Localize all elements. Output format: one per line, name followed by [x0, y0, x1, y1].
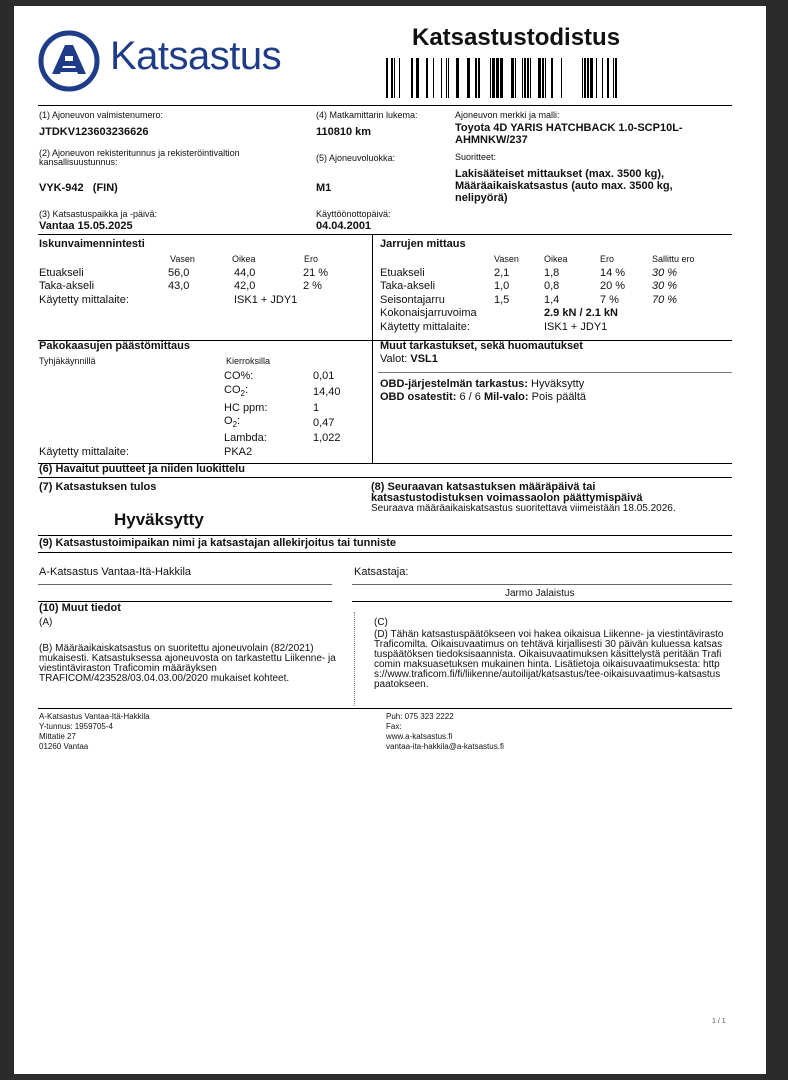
footer-company: A-Katsastus Vantaa-Itä-Hakkila: [39, 712, 150, 721]
barcode-bar: [590, 58, 593, 98]
a-katsastus-logo-icon: [38, 30, 100, 92]
footer-web: www.a-katsastus.fi: [386, 732, 453, 741]
brakes-row-left: 1,5: [494, 294, 510, 306]
performed-line2: Määräaikaiskatsastus (auto max. 3500 kg,: [455, 180, 673, 192]
barcode-bar: [596, 58, 597, 98]
inspector-name: Jarmo Jalaistus: [505, 588, 575, 599]
barcode-bar: [530, 58, 531, 98]
o2-subscript: 2: [232, 420, 238, 430]
shock-row-diff: 2 %: [303, 280, 322, 292]
page-number: 1 / 1: [712, 1018, 726, 1025]
barcode-bar: [456, 58, 459, 98]
info-b: (B) Määräaikaiskatsastus on suoritettu ajoneuvolain (82/2021) mukaisesti. Katsastuksessa ajoneuvosta on tarkastettu Liikenne- ja viestintäviraston Traficomin määräyksen TRAFICOM/423528/03.04.03.00/2020 mukaiset kohteet.: [39, 643, 336, 684]
first-use-label: Käyttöönottopäivä:: [316, 209, 391, 219]
performed-line3: nelipyörä): [455, 192, 508, 204]
barcode-bar: [615, 58, 617, 98]
brakes-device-label: Käytetty mittalaite:: [380, 321, 470, 333]
obd-row: [380, 378, 584, 390]
place-value: Vantaa 15.05.2025: [39, 220, 133, 232]
info-d: (D) Tähän katsastuspäätökseen voi hakea oikaisua Liikenne- ja viestintävirasto Traficomilta. Oikaisuvaatimus on tehtävä kirjallisesti 30 päivän kuluessa katsastuspäätöksen tiedoksisaannista. Oikaisuvaatimuksen käsittelystä peritään Traficomin maksuasetuksen mukainen hinta. Lisätietoja oikaisuvaatimuksesta: https://www.traficom.fi/fi/liikenne/autoilijat/katsastus/tee-oikaisuvaatimus-katsastuspaatokseen.: [374, 629, 724, 690]
barcode-bar: [500, 58, 503, 98]
emission-hc-label: HC ppm:: [224, 402, 268, 414]
info-c: (C): [374, 617, 388, 628]
shock-title: Iskunvaimennintesti: [39, 238, 145, 250]
lights-label: Valot:: [380, 353, 408, 365]
barcode-bar: [538, 58, 541, 98]
barcode-bar: [478, 58, 480, 98]
obd-label: OBD-järjestelmän tarkastus:: [380, 378, 528, 390]
barcode-bar: [446, 58, 447, 98]
emissions-device-value: PKA2: [224, 446, 253, 458]
certificate-page: [14, 6, 766, 1074]
barcode-bar: [426, 58, 428, 98]
obd-value: Hyväksytty: [531, 378, 585, 390]
footer-right: [386, 712, 504, 752]
emissions-rpm-label: Kierroksilla: [226, 356, 271, 366]
emission-co2-value: 14,40: [313, 386, 341, 398]
brakes-col-diff: Ero: [600, 254, 615, 264]
next-text: Seuraava määräaikaiskatsastus suoritettava viimeistään 18.05.2026.: [371, 503, 676, 514]
barcode-bar: [522, 58, 523, 98]
emission-co-value: 0,01: [313, 370, 335, 382]
brakes-device-value: ISK1 + JDY1: [544, 321, 608, 333]
barcode-bar: [411, 58, 413, 98]
obd-parts-value: 6 / 6: [459, 391, 481, 403]
mil-value: Pois päältä: [531, 391, 587, 403]
station-name: A-Katsastus Vantaa-Itä-Hakkila: [39, 566, 192, 578]
shock-row-label: Taka-akseli: [39, 280, 95, 292]
barcode-bar: [582, 58, 583, 98]
vin-label: (1) Ajoneuvon valmistenumero:: [39, 110, 164, 120]
brakes-row-right: 1,8: [544, 267, 560, 279]
footer-left: [39, 712, 150, 752]
barcode-bar: [433, 58, 434, 98]
barcode-bar: [394, 58, 395, 98]
signature-title: (9) Katsastustoimipaikan nimi ja katsastajan allekirjoitus tai tunniste: [39, 537, 396, 549]
mil-label: Mil-valo:: [483, 391, 529, 403]
make-value-line1: Toyota 4D YARIS HATCHBACK 1.0-SCP10L-: [455, 122, 683, 134]
barcode-bar: [399, 58, 400, 98]
performed-line1: Lakisääteiset mittaukset (max. 3500 kg),: [455, 168, 665, 180]
brakes-row-label: Etuakseli: [380, 267, 425, 279]
brakes-row-label: Taka-akseli: [380, 280, 436, 292]
barcode-bar: [542, 58, 544, 98]
emission-lambda-label: Lambda:: [224, 432, 267, 444]
barcode-bar: [545, 58, 546, 98]
emission-co-label: CO%:: [224, 370, 254, 382]
shock-col-diff: Ero: [304, 254, 319, 264]
brakes-row-label: Seisontajarru: [380, 294, 445, 306]
obd-parts-label: OBD osatestit:: [380, 391, 457, 403]
barcode-bar: [496, 58, 499, 98]
barcode-bar: [386, 58, 388, 98]
make-label: Ajoneuvon merkki ja malli:: [455, 110, 560, 120]
other-title: Muut tarkastukset, sekä huomautukset: [380, 340, 583, 352]
emissions-idle-label: Tyhjäkäynnillä: [39, 356, 96, 366]
shock-row-left: 56,0: [168, 267, 190, 279]
defects-title: (6) Havaitut puutteet ja niiden luokittelu: [39, 463, 245, 475]
first-use-value: 04.04.2001: [316, 220, 372, 232]
logo-text: Katsastus: [110, 34, 282, 78]
make-value-line2: AHMNKW/237: [455, 134, 528, 146]
barcode-image: [386, 58, 618, 98]
obd-parts-row: [380, 391, 586, 403]
emission-o2-value: 0,47: [313, 417, 335, 429]
shock-col-right: Oikea: [232, 254, 256, 264]
registration-label-1: (2) Ajoneuvon rekisteritunnus ja rekisteröintivaltion: [39, 148, 240, 158]
barcode-bar: [587, 58, 589, 98]
next-title-line2: katsastustodistuksen voimassaolon päättymispäivä: [371, 492, 643, 504]
emission-lambda-value: 1,022: [313, 432, 341, 444]
shock-device-value: ISK1 + JDY1: [234, 294, 298, 306]
brakes-row-allowed: 30 %: [652, 267, 678, 279]
barcode-bar: [584, 58, 586, 98]
barcode-bar: [607, 58, 609, 98]
lights-value: VSL1: [410, 353, 438, 365]
co2-subscript: 2: [240, 389, 245, 399]
class-label: (5) Ajoneuvoluokka:: [316, 153, 396, 163]
inspector-label: Katsastaja:: [354, 566, 409, 578]
brakes-row-diff: 20 %: [600, 280, 626, 292]
footer-fax: Fax:: [386, 722, 402, 731]
barcode-bar: [490, 58, 491, 98]
emissions-device-label: Käytetty mittalaite:: [39, 446, 129, 458]
place-label: (3) Katsastuspaikka ja -päivä:: [39, 209, 158, 219]
footer-street: Mittatie 27: [39, 732, 76, 741]
brakes-row-left: 1,0: [494, 280, 510, 292]
next-title-line1: (8) Seuraavan katsastuksen määräpäivä tai: [371, 481, 596, 493]
odometer-value: 110810 km: [316, 126, 372, 138]
result-title: (7) Katsastuksen tulos: [39, 481, 157, 493]
barcode-bar: [511, 58, 514, 98]
brakes-row-diff: 7 %: [600, 294, 619, 306]
lights-row: [380, 353, 438, 365]
shock-col-left: Vasen: [170, 254, 195, 264]
class-value: M1: [316, 182, 332, 194]
footer-email: vantaa-ita-hakkila@a-katsastus.fi: [386, 742, 504, 751]
brakes-row-right: 0,8: [544, 280, 560, 292]
brakes-row-left: 2,1: [494, 267, 510, 279]
barcode-bar: [467, 58, 470, 98]
brakes-row-right: 1,4: [544, 294, 560, 306]
shock-row-left: 43,0: [168, 280, 190, 292]
brakes-total-value: 2.9 kN / 2.1 kN: [544, 307, 618, 319]
barcode-bar: [441, 58, 442, 98]
registration-label-2: kansallisuustunnus:: [39, 157, 118, 167]
barcode-bar: [527, 58, 529, 98]
barcode-bar: [416, 58, 419, 98]
odometer-label: (4) Matkamittarin lukema:: [316, 110, 418, 120]
barcode-bar: [602, 58, 603, 98]
vin-value: JTDKV123603236626: [39, 126, 149, 138]
barcode-bar: [492, 58, 495, 98]
shock-row-right: 44,0: [234, 267, 256, 279]
shock-row-diff: 21 %: [303, 267, 329, 279]
footer-business-id: Y-tunnus: 1959705-4: [39, 722, 113, 731]
barcode-bar: [515, 58, 516, 98]
result-value: Hyväksytty: [114, 510, 204, 529]
registration-value: VYK-942 (FIN): [39, 182, 118, 194]
brakes-col-right: Oikea: [544, 254, 568, 264]
info-title: (10) Muut tiedot: [39, 602, 121, 614]
brakes-row-diff: 14 %: [600, 267, 626, 279]
emission-hc-value: 1: [313, 402, 320, 414]
emissions-title: Pakokaasujen päästömittaus: [39, 340, 191, 352]
footer-phone: Puh: 075 323 2222: [386, 712, 454, 721]
barcode-bar: [475, 58, 477, 98]
brakes-col-left: Vasen: [494, 254, 519, 264]
barcode-bar: [551, 58, 553, 98]
barcode-bar: [613, 58, 614, 98]
info-a: (A): [39, 617, 53, 628]
emission-o2-label: $O_2$:: [224, 415, 241, 430]
brakes-col-allowed: Sallittu ero: [652, 254, 695, 264]
shock-row-label: Etuakseli: [39, 267, 84, 279]
watermark: NETTIAUTO: [666, 1046, 753, 1063]
barcode-bar: [561, 58, 562, 98]
barcode-bar: [391, 58, 393, 98]
shock-row-right: 42,0: [234, 280, 256, 292]
footer-city: 01260 Vantaa: [39, 742, 89, 751]
barcode-bar: [524, 58, 526, 98]
brakes-row-allowed: 70 %: [652, 294, 678, 306]
barcode-bar: [448, 58, 449, 98]
brakes-total-label: Kokonaisjarruvoima: [380, 307, 477, 319]
document-title: Katsastustodistus: [412, 24, 621, 51]
emission-co2-label: $CO_2$:: [224, 384, 249, 399]
brand-logo: [38, 30, 282, 94]
performed-label: Suoritteet:: [455, 152, 497, 162]
brakes-row-allowed: 30 %: [652, 280, 678, 292]
shock-device-label: Käytetty mittalaite:: [39, 294, 129, 306]
brakes-title: Jarrujen mittaus: [380, 238, 466, 250]
